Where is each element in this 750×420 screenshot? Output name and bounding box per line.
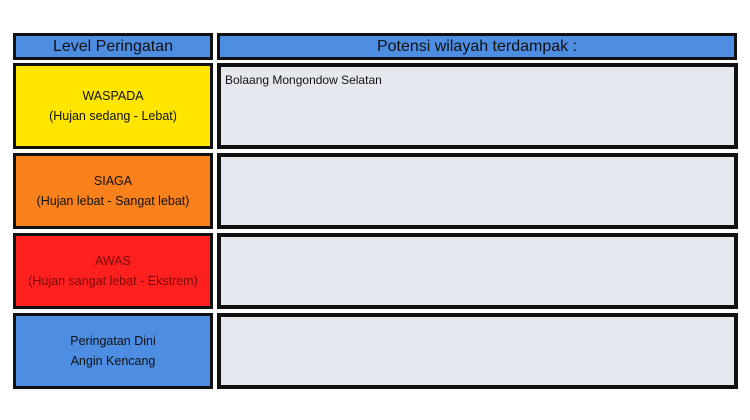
level-name: SIAGA — [93, 174, 133, 188]
area-cell-waspada — [217, 63, 738, 149]
level-desc: (Hujan lebat - Sangat lebat) — [36, 194, 190, 208]
level-cell-siaga — [13, 153, 213, 229]
level-desc: (Hujan sedang - Lebat) — [49, 109, 177, 123]
header-area-label: Potensi wilayah terdampak : — [376, 37, 578, 55]
header-level — [13, 33, 213, 60]
area-cell-angin-kencang — [217, 313, 738, 389]
level-desc: Angin Kencang — [70, 354, 156, 368]
level-name: AWAS — [95, 254, 131, 268]
level-desc: (Hujan sangat lebat - Ekstrem) — [28, 274, 198, 288]
level-name: Peringatan Dini — [70, 334, 156, 348]
area-text: Bolaang Mongondow Selatan — [225, 73, 382, 87]
header-level-label: Level Peringatan — [52, 37, 174, 55]
level-cell-awas — [13, 233, 213, 309]
level-cell-angin-kencang — [13, 313, 213, 389]
area-cell-siaga — [217, 153, 738, 229]
header-area — [217, 33, 737, 60]
level-name: WASPADA — [82, 89, 144, 103]
level-cell-waspada — [13, 63, 213, 149]
area-cell-awas — [217, 233, 738, 309]
